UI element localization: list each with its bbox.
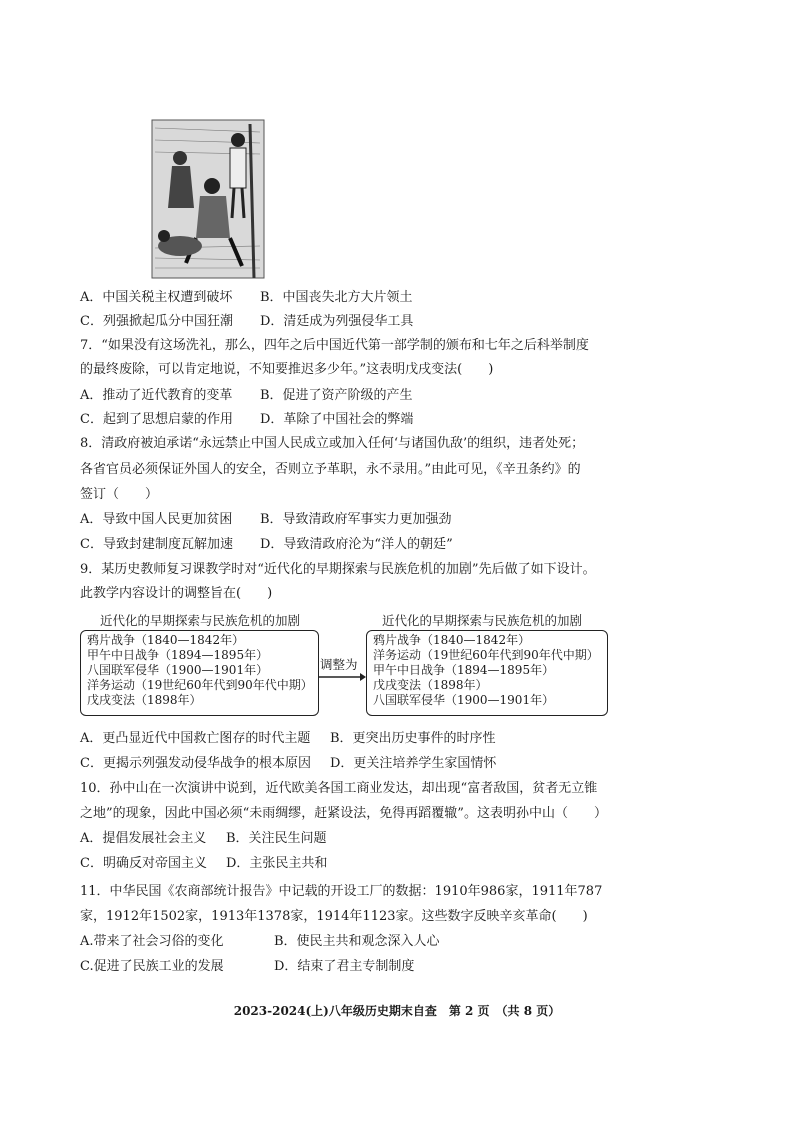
q9-right-box <box>366 630 608 716</box>
q9-left-item: 八国联军侵华（1900—1901年） <box>87 663 269 677</box>
q9-left-box <box>80 630 319 716</box>
q9-left-item: 甲午中日战争（1894—1895年） <box>87 648 269 662</box>
q9-option-a[interactable]: A．更凸显近代中国救亡图存的时代主题 <box>80 731 311 746</box>
q9-left-title: 近代化的早期探索与民族危机的加剧 <box>100 613 301 628</box>
q7-option-b[interactable]: B．促进了资产阶级的产生 <box>260 388 413 403</box>
q9-stem-line2: 此教学内容设计的调整旨在( ) <box>80 586 273 601</box>
q8-stem-line2: 各省官员必须保证外国人的安全，否则立予革职，永不录用。”由此可见，《辛丑条约》的 <box>80 462 581 477</box>
q8-option-b[interactable]: B．导致清政府军事实力更加强劲 <box>260 512 452 527</box>
q9-left-item: 戊戌变法（1898年） <box>87 693 202 707</box>
q7-option-d[interactable]: D．革除了中国社会的弊端 <box>260 412 414 427</box>
right-arrow-icon <box>318 672 366 682</box>
q11-option-d[interactable]: D．结束了君主专制制度 <box>274 959 415 974</box>
q9-arrow-label: 调整为 <box>320 657 358 672</box>
q8-option-a[interactable]: A．导致中国人民更加贫困 <box>80 512 233 527</box>
q9-right-item: 洋务运动（19世纪60年代到90年代中期） <box>373 648 599 662</box>
q7-stem-line1: 7．“如果没有这场洗礼，那么，四年之后中国近代第一部学制的颁布和七年之后科举制度 <box>80 338 589 353</box>
q10-option-c[interactable]: C．明确反对帝国主义 <box>80 856 207 871</box>
q6-option-d[interactable]: D．清廷成为列强侵华工具 <box>260 314 414 329</box>
people-engraving-icon <box>150 118 266 280</box>
engraving-illustration <box>150 118 266 280</box>
q7-option-a[interactable]: A．推动了近代教育的变革 <box>80 388 233 403</box>
q11-stem-line1: 11．中华民国《农商部统计报告》中记载的开设工厂的数据：1910年986家，1911年787 <box>80 884 603 899</box>
q9-stem-line1: 9．某历史教师复习课教学时对“近代化的早期探索与民族危机的加剧”先后做了如下设计。 <box>80 562 596 577</box>
q9-right-item: 八国联军侵华（1900—1901年） <box>373 693 555 707</box>
q8-stem-line1: 8．清政府被迫承诺“永远禁止中国人民成立或加入任何‘与诸国仇敌’的组织，违者处死； <box>80 436 585 451</box>
q9-right-item: 鸦片战争（1840—1842年） <box>373 633 531 647</box>
q9-right-title: 近代化的早期探索与民族危机的加剧 <box>382 613 583 628</box>
q11-option-a[interactable]: A.带来了社会习俗的变化 <box>80 934 224 949</box>
q8-option-c[interactable]: C．导致封建制度瓦解加速 <box>80 537 233 552</box>
page-footer: 2023-2024(上)八年级历史期末自查 第 2 页 （共 8 页） <box>233 1004 561 1018</box>
q9-option-b[interactable]: B．更突出历史事件的时序性 <box>330 731 496 746</box>
q9-right-item: 甲午中日战争（1894—1895年） <box>373 663 555 677</box>
q9-left-item: 鸦片战争（1840—1842年） <box>87 633 245 647</box>
q7-stem-line2: 的最终废除，可以肯定地说，不知要推迟多少年。”这表明戊戌变法( ) <box>80 362 494 377</box>
q6-option-a[interactable]: A．中国关税主权遭到破坏 <box>80 290 233 305</box>
q10-stem-line2: 之地”的现象，因此中国必须“未雨绸缪，赶紧设法，免得再蹈覆辙”。这表明孙中山（ ） <box>80 806 607 821</box>
q9-option-c[interactable]: C．更揭示列强发动侵华战争的根本原因 <box>80 756 311 771</box>
q9-right-item: 戊戌变法（1898年） <box>373 678 488 692</box>
q10-option-a[interactable]: A．提倡发展社会主义 <box>80 831 207 846</box>
q10-option-b[interactable]: B．关注民生问题 <box>226 831 327 846</box>
q8-option-d[interactable]: D．导致清政府沦为“洋人的朝廷” <box>260 537 453 552</box>
q9-option-d[interactable]: D．更关注培养学生家国情怀 <box>330 756 497 771</box>
q8-stem-line3: 签订（ ） <box>80 487 159 502</box>
q10-stem-line1: 10．孙中山在一次演讲中说到，近代欧美各国工商业发达，却出现“富者敌国，贫者无立锥 <box>80 781 598 796</box>
q7-option-c[interactable]: C．起到了思想启蒙的作用 <box>80 412 233 427</box>
q11-option-b[interactable]: B．使民主共和观念深入人心 <box>274 934 440 949</box>
q11-stem-line2: 家，1912年1502家，1913年1378家，1914年1123家。这些数字反映辛亥革命( ) <box>80 909 588 924</box>
q10-option-d[interactable]: D．主张民主共和 <box>226 856 328 871</box>
q6-option-c[interactable]: C．列强掀起瓜分中国狂潮 <box>80 314 233 329</box>
q6-option-b[interactable]: B．中国丧失北方大片领土 <box>260 290 413 305</box>
q11-option-c[interactable]: C.促进了民族工业的发展 <box>80 959 224 974</box>
q9-left-item: 洋务运动（19世纪60年代到90年代中期） <box>87 678 313 692</box>
